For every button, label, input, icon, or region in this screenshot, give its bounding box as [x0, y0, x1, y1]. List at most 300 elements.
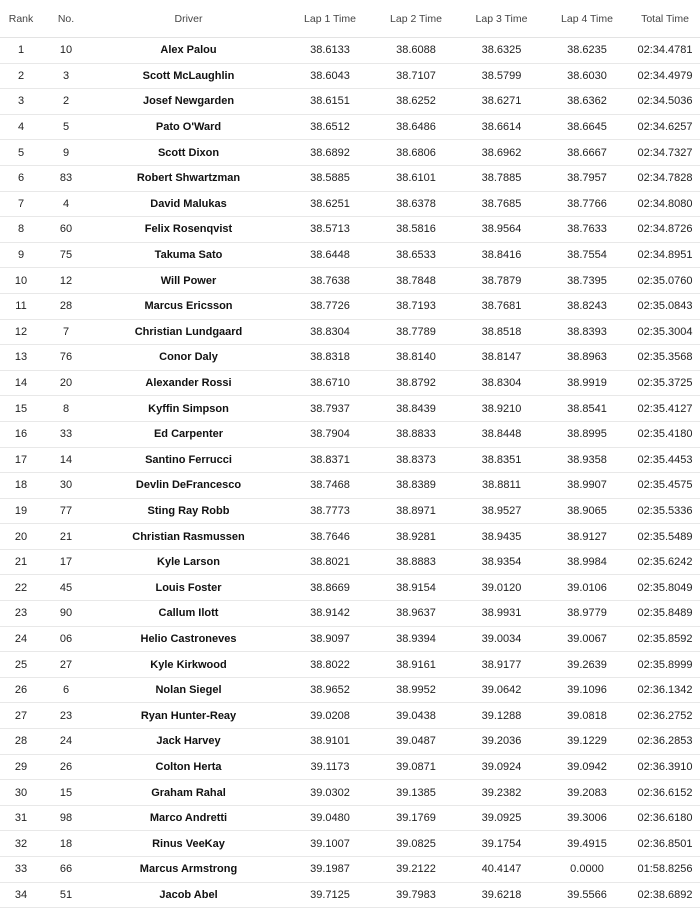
lap4-time-cell: 38.9779	[544, 601, 630, 627]
driver-name-cell: Graham Rahal	[90, 780, 287, 806]
table-row	[0, 652, 700, 678]
driver-name-cell: Jack Harvey	[90, 729, 287, 755]
lap3-time-cell: 39.0925	[459, 805, 544, 831]
rank-cell: 23	[0, 601, 42, 627]
lap2-time-cell: 39.0871	[373, 754, 459, 780]
car-number-cell: 98	[42, 805, 90, 831]
table-row	[0, 396, 700, 422]
lap3-time-cell: 38.6325	[459, 38, 544, 64]
lap2-time-cell: 38.8439	[373, 396, 459, 422]
header-lap4[interactable]: Lap 4 Time	[544, 0, 630, 38]
total-time-cell: 02:35.3568	[630, 345, 700, 371]
total-time-cell: 02:35.8999	[630, 652, 700, 678]
table-row	[0, 882, 700, 908]
rank-cell: 25	[0, 652, 42, 678]
lap4-time-cell: 38.9358	[544, 447, 630, 473]
car-number-cell: 51	[42, 882, 90, 908]
lap3-time-cell: 39.6218	[459, 882, 544, 908]
total-time-cell: 02:36.2853	[630, 729, 700, 755]
lap1-time-cell: 38.8669	[287, 575, 373, 601]
lap1-time-cell: 38.7726	[287, 293, 373, 319]
rank-cell: 13	[0, 345, 42, 371]
lap3-time-cell: 38.7885	[459, 165, 544, 191]
header-lap1[interactable]: Lap 1 Time	[287, 0, 373, 38]
table-row	[0, 421, 700, 447]
lap1-time-cell: 38.7468	[287, 473, 373, 499]
table-row	[0, 601, 700, 627]
car-number-cell: 9	[42, 140, 90, 166]
lap3-time-cell: 39.2036	[459, 729, 544, 755]
rank-cell: 28	[0, 729, 42, 755]
total-time-cell: 02:35.4575	[630, 473, 700, 499]
car-number-cell: 60	[42, 217, 90, 243]
car-number-cell: 26	[42, 754, 90, 780]
table-row	[0, 191, 700, 217]
lap2-time-cell: 39.7983	[373, 882, 459, 908]
lap3-time-cell: 39.1288	[459, 703, 544, 729]
rank-cell: 32	[0, 831, 42, 857]
table-row	[0, 165, 700, 191]
lap4-time-cell: 38.8541	[544, 396, 630, 422]
total-time-cell: 01:58.8256	[630, 857, 700, 883]
car-number-cell: 66	[42, 857, 90, 883]
lap1-time-cell: 38.8022	[287, 652, 373, 678]
lap4-time-cell: 39.1229	[544, 729, 630, 755]
rank-cell: 16	[0, 421, 42, 447]
driver-name-cell: Pato O'Ward	[90, 114, 287, 140]
lap1-time-cell: 38.5713	[287, 217, 373, 243]
table-header	[0, 0, 700, 38]
lap1-time-cell: 38.6133	[287, 38, 373, 64]
lap4-time-cell: 38.9065	[544, 498, 630, 524]
lap4-time-cell: 38.6362	[544, 89, 630, 115]
lap4-time-cell: 39.0067	[544, 626, 630, 652]
driver-name-cell: Robert Shwartzman	[90, 165, 287, 191]
lap4-time-cell: 38.6030	[544, 63, 630, 89]
driver-name-cell: Conor Daly	[90, 345, 287, 371]
lap1-time-cell: 38.6710	[287, 370, 373, 396]
table-row	[0, 780, 700, 806]
car-number-cell: 7	[42, 319, 90, 345]
car-number-cell: 21	[42, 524, 90, 550]
driver-name-cell: Sting Ray Robb	[90, 498, 287, 524]
driver-name-cell: Marco Andretti	[90, 805, 287, 831]
car-number-cell: 15	[42, 780, 90, 806]
lap1-time-cell: 38.7937	[287, 396, 373, 422]
rank-cell: 20	[0, 524, 42, 550]
table-row	[0, 575, 700, 601]
rank-cell: 22	[0, 575, 42, 601]
lap3-time-cell: 40.4147	[459, 857, 544, 883]
lap4-time-cell: 0.0000	[544, 857, 630, 883]
lap2-time-cell: 38.7193	[373, 293, 459, 319]
lap2-time-cell: 38.7848	[373, 268, 459, 294]
rank-cell: 30	[0, 780, 42, 806]
total-time-cell: 02:36.3910	[630, 754, 700, 780]
lap3-time-cell: 38.8416	[459, 242, 544, 268]
lap3-time-cell: 38.9354	[459, 549, 544, 575]
table-row	[0, 268, 700, 294]
driver-name-cell: Ed Carpenter	[90, 421, 287, 447]
lap3-time-cell: 38.5799	[459, 63, 544, 89]
table-row	[0, 473, 700, 499]
car-number-cell: 6	[42, 677, 90, 703]
lap4-time-cell: 38.6667	[544, 140, 630, 166]
driver-name-cell: Devlin DeFrancesco	[90, 473, 287, 499]
total-time-cell: 02:34.5036	[630, 89, 700, 115]
rank-cell: 14	[0, 370, 42, 396]
driver-name-cell: Rinus VeeKay	[90, 831, 287, 857]
table-row	[0, 524, 700, 550]
rank-cell: 2	[0, 63, 42, 89]
rank-cell: 21	[0, 549, 42, 575]
total-time-cell: 02:35.0843	[630, 293, 700, 319]
lap2-time-cell: 38.8792	[373, 370, 459, 396]
lap3-time-cell: 38.8518	[459, 319, 544, 345]
lap1-time-cell: 39.0302	[287, 780, 373, 806]
total-time-cell: 02:34.8726	[630, 217, 700, 243]
total-time-cell: 02:36.1342	[630, 677, 700, 703]
lap1-time-cell: 38.7904	[287, 421, 373, 447]
driver-name-cell: Nolan Siegel	[90, 677, 287, 703]
rank-cell: 6	[0, 165, 42, 191]
total-time-cell: 02:35.4180	[630, 421, 700, 447]
table-row	[0, 677, 700, 703]
lap1-time-cell: 39.7125	[287, 882, 373, 908]
table-row	[0, 729, 700, 755]
car-number-cell: 8	[42, 396, 90, 422]
car-number-cell: 30	[42, 473, 90, 499]
car-number-cell: 23	[42, 703, 90, 729]
driver-name-cell: Kyle Kirkwood	[90, 652, 287, 678]
lap3-time-cell: 39.1754	[459, 831, 544, 857]
lap2-time-cell: 39.1769	[373, 805, 459, 831]
lap2-time-cell: 38.6101	[373, 165, 459, 191]
lap3-time-cell: 38.9177	[459, 652, 544, 678]
table-row	[0, 498, 700, 524]
rank-cell: 17	[0, 447, 42, 473]
car-number-cell: 20	[42, 370, 90, 396]
lap4-time-cell: 39.4915	[544, 831, 630, 857]
lap1-time-cell: 38.8304	[287, 319, 373, 345]
rank-cell: 24	[0, 626, 42, 652]
car-number-cell: 24	[42, 729, 90, 755]
table-row	[0, 140, 700, 166]
lap2-time-cell: 39.1385	[373, 780, 459, 806]
lap4-time-cell: 38.8995	[544, 421, 630, 447]
lap4-time-cell: 38.7957	[544, 165, 630, 191]
lap4-time-cell: 39.0106	[544, 575, 630, 601]
total-time-cell: 02:35.8049	[630, 575, 700, 601]
lap1-time-cell: 39.0480	[287, 805, 373, 831]
total-time-cell: 02:36.6152	[630, 780, 700, 806]
lap3-time-cell: 38.8351	[459, 447, 544, 473]
car-number-cell: 10	[42, 38, 90, 64]
total-time-cell: 02:34.4979	[630, 63, 700, 89]
lap2-time-cell: 38.6088	[373, 38, 459, 64]
total-time-cell: 02:35.5489	[630, 524, 700, 550]
driver-name-cell: Marcus Ericsson	[90, 293, 287, 319]
header-rank[interactable]: Rank	[0, 0, 42, 38]
table-row	[0, 319, 700, 345]
lap4-time-cell: 39.0942	[544, 754, 630, 780]
lap4-time-cell: 38.8393	[544, 319, 630, 345]
table-row	[0, 242, 700, 268]
rank-cell: 19	[0, 498, 42, 524]
lap4-time-cell: 38.9919	[544, 370, 630, 396]
lap4-time-cell: 38.7766	[544, 191, 630, 217]
total-time-cell: 02:34.6257	[630, 114, 700, 140]
lap2-time-cell: 38.9154	[373, 575, 459, 601]
driver-name-cell: Will Power	[90, 268, 287, 294]
driver-name-cell: Jacob Abel	[90, 882, 287, 908]
lap3-time-cell: 39.2382	[459, 780, 544, 806]
rank-cell: 31	[0, 805, 42, 831]
lap2-time-cell: 38.9637	[373, 601, 459, 627]
driver-name-cell: Kyle Larson	[90, 549, 287, 575]
rank-cell: 12	[0, 319, 42, 345]
lap2-time-cell: 38.9394	[373, 626, 459, 652]
total-time-cell: 02:35.3004	[630, 319, 700, 345]
rank-cell: 26	[0, 677, 42, 703]
driver-name-cell: Alexander Rossi	[90, 370, 287, 396]
car-number-cell: 75	[42, 242, 90, 268]
lap3-time-cell: 39.0924	[459, 754, 544, 780]
rank-cell: 9	[0, 242, 42, 268]
lap2-time-cell: 38.8883	[373, 549, 459, 575]
rank-cell: 27	[0, 703, 42, 729]
lap1-time-cell: 38.9101	[287, 729, 373, 755]
total-time-cell: 02:36.8501	[630, 831, 700, 857]
lap1-time-cell: 38.6448	[287, 242, 373, 268]
car-number-cell: 14	[42, 447, 90, 473]
lap3-time-cell: 38.7879	[459, 268, 544, 294]
lap2-time-cell: 39.2122	[373, 857, 459, 883]
lap2-time-cell: 38.8389	[373, 473, 459, 499]
lap3-time-cell: 38.9210	[459, 396, 544, 422]
table-row	[0, 63, 700, 89]
lap1-time-cell: 38.8371	[287, 447, 373, 473]
car-number-cell: 83	[42, 165, 90, 191]
table-row	[0, 754, 700, 780]
car-number-cell: 18	[42, 831, 90, 857]
lap3-time-cell: 38.6271	[459, 89, 544, 115]
rank-cell: 1	[0, 38, 42, 64]
driver-name-cell: Scott McLaughlin	[90, 63, 287, 89]
lap4-time-cell: 38.9127	[544, 524, 630, 550]
lap3-time-cell: 39.0642	[459, 677, 544, 703]
lap2-time-cell: 38.8833	[373, 421, 459, 447]
table-row	[0, 703, 700, 729]
driver-name-cell: Scott Dixon	[90, 140, 287, 166]
total-time-cell: 02:36.2752	[630, 703, 700, 729]
lap3-time-cell: 38.9564	[459, 217, 544, 243]
lap2-time-cell: 38.7789	[373, 319, 459, 345]
driver-name-cell: Kyffin Simpson	[90, 396, 287, 422]
lap1-time-cell: 38.8021	[287, 549, 373, 575]
driver-name-cell: Colton Herta	[90, 754, 287, 780]
rank-cell: 5	[0, 140, 42, 166]
rank-cell: 11	[0, 293, 42, 319]
lap1-time-cell: 38.9142	[287, 601, 373, 627]
lap3-time-cell: 38.8448	[459, 421, 544, 447]
lap2-time-cell: 38.8971	[373, 498, 459, 524]
lap3-time-cell: 38.8304	[459, 370, 544, 396]
lap1-time-cell: 38.9652	[287, 677, 373, 703]
lap2-time-cell: 38.6806	[373, 140, 459, 166]
driver-name-cell: Santino Ferrucci	[90, 447, 287, 473]
lap1-time-cell: 38.9097	[287, 626, 373, 652]
lap3-time-cell: 39.0120	[459, 575, 544, 601]
table-row	[0, 549, 700, 575]
table-row	[0, 345, 700, 371]
lap1-time-cell: 39.1007	[287, 831, 373, 857]
lap4-time-cell: 38.8963	[544, 345, 630, 371]
lap2-time-cell: 39.0487	[373, 729, 459, 755]
lap3-time-cell: 38.8147	[459, 345, 544, 371]
lap1-time-cell: 38.6251	[287, 191, 373, 217]
lap2-time-cell: 38.8373	[373, 447, 459, 473]
lap2-time-cell: 38.6486	[373, 114, 459, 140]
header-total[interactable]: Total Time	[630, 0, 700, 38]
rank-cell: 29	[0, 754, 42, 780]
total-time-cell: 02:34.4781	[630, 38, 700, 64]
driver-name-cell: Felix Rosenqvist	[90, 217, 287, 243]
lap4-time-cell: 38.7633	[544, 217, 630, 243]
rank-cell: 3	[0, 89, 42, 115]
car-number-cell: 45	[42, 575, 90, 601]
lap4-time-cell: 39.5566	[544, 882, 630, 908]
driver-name-cell: Marcus Armstrong	[90, 857, 287, 883]
lap2-time-cell: 38.6378	[373, 191, 459, 217]
lap1-time-cell: 38.7638	[287, 268, 373, 294]
driver-name-cell: Takuma Sato	[90, 242, 287, 268]
lap1-time-cell: 38.8318	[287, 345, 373, 371]
lap4-time-cell: 39.2639	[544, 652, 630, 678]
car-number-cell: 27	[42, 652, 90, 678]
lap1-time-cell: 38.5885	[287, 165, 373, 191]
table-row	[0, 857, 700, 883]
car-number-cell: 06	[42, 626, 90, 652]
total-time-cell: 02:35.0760	[630, 268, 700, 294]
driver-name-cell: Callum Ilott	[90, 601, 287, 627]
lap3-time-cell: 38.9435	[459, 524, 544, 550]
total-time-cell: 02:35.3725	[630, 370, 700, 396]
lap1-time-cell: 38.7773	[287, 498, 373, 524]
lap1-time-cell: 39.0208	[287, 703, 373, 729]
table-row	[0, 114, 700, 140]
total-time-cell: 02:35.4453	[630, 447, 700, 473]
header-lap2[interactable]: Lap 2 Time	[373, 0, 459, 38]
lap2-time-cell: 38.6533	[373, 242, 459, 268]
header-row	[0, 0, 700, 38]
header-lap3[interactable]: Lap 3 Time	[459, 0, 544, 38]
lap2-time-cell: 38.5816	[373, 217, 459, 243]
car-number-cell: 2	[42, 89, 90, 115]
lap4-time-cell: 39.0818	[544, 703, 630, 729]
car-number-cell: 5	[42, 114, 90, 140]
rank-cell: 4	[0, 114, 42, 140]
table-body	[0, 38, 700, 908]
driver-name-cell: Louis Foster	[90, 575, 287, 601]
lap1-time-cell: 39.1987	[287, 857, 373, 883]
car-number-cell: 76	[42, 345, 90, 371]
table-row	[0, 447, 700, 473]
total-time-cell: 02:35.5336	[630, 498, 700, 524]
lap1-time-cell: 38.6512	[287, 114, 373, 140]
table-row	[0, 805, 700, 831]
total-time-cell: 02:34.8080	[630, 191, 700, 217]
total-time-cell: 02:34.7828	[630, 165, 700, 191]
table-row	[0, 831, 700, 857]
car-number-cell: 33	[42, 421, 90, 447]
rank-cell: 7	[0, 191, 42, 217]
lap3-time-cell: 38.7681	[459, 293, 544, 319]
lap4-time-cell: 39.1096	[544, 677, 630, 703]
table-row	[0, 626, 700, 652]
total-time-cell: 02:35.8592	[630, 626, 700, 652]
lap4-time-cell: 38.6235	[544, 38, 630, 64]
table-row	[0, 89, 700, 115]
car-number-cell: 77	[42, 498, 90, 524]
rank-cell: 10	[0, 268, 42, 294]
lap3-time-cell: 38.9931	[459, 601, 544, 627]
lap1-time-cell: 38.6043	[287, 63, 373, 89]
lap4-time-cell: 38.8243	[544, 293, 630, 319]
lap2-time-cell: 38.8140	[373, 345, 459, 371]
header-driver[interactable]: Driver	[90, 0, 287, 38]
total-time-cell: 02:35.6242	[630, 549, 700, 575]
lap1-time-cell: 38.7646	[287, 524, 373, 550]
lap4-time-cell: 38.7554	[544, 242, 630, 268]
car-number-cell: 4	[42, 191, 90, 217]
driver-name-cell: Josef Newgarden	[90, 89, 287, 115]
lap3-time-cell: 38.6962	[459, 140, 544, 166]
rank-cell: 33	[0, 857, 42, 883]
lap4-time-cell: 38.6645	[544, 114, 630, 140]
table-row	[0, 370, 700, 396]
total-time-cell: 02:36.6180	[630, 805, 700, 831]
total-time-cell: 02:34.8951	[630, 242, 700, 268]
total-time-cell: 02:35.8489	[630, 601, 700, 627]
lap4-time-cell: 38.9907	[544, 473, 630, 499]
driver-name-cell: David Malukas	[90, 191, 287, 217]
rank-cell: 8	[0, 217, 42, 243]
lap1-time-cell: 38.6151	[287, 89, 373, 115]
table-row	[0, 293, 700, 319]
car-number-cell: 12	[42, 268, 90, 294]
car-number-cell: 28	[42, 293, 90, 319]
lap4-time-cell: 38.9984	[544, 549, 630, 575]
driver-name-cell: Christian Lundgaard	[90, 319, 287, 345]
lap2-time-cell: 39.0825	[373, 831, 459, 857]
lap2-time-cell: 38.9161	[373, 652, 459, 678]
lap3-time-cell: 38.8811	[459, 473, 544, 499]
rank-cell: 15	[0, 396, 42, 422]
header-no[interactable]: No.	[42, 0, 90, 38]
driver-name-cell: Alex Palou	[90, 38, 287, 64]
total-time-cell: 02:35.4127	[630, 396, 700, 422]
lap4-time-cell: 39.3006	[544, 805, 630, 831]
lap1-time-cell: 39.1173	[287, 754, 373, 780]
lap3-time-cell: 38.7685	[459, 191, 544, 217]
lap2-time-cell: 38.6252	[373, 89, 459, 115]
lap4-time-cell: 39.2083	[544, 780, 630, 806]
lap2-time-cell: 38.9952	[373, 677, 459, 703]
driver-name-cell: Christian Rasmussen	[90, 524, 287, 550]
rank-cell: 18	[0, 473, 42, 499]
table-row	[0, 217, 700, 243]
